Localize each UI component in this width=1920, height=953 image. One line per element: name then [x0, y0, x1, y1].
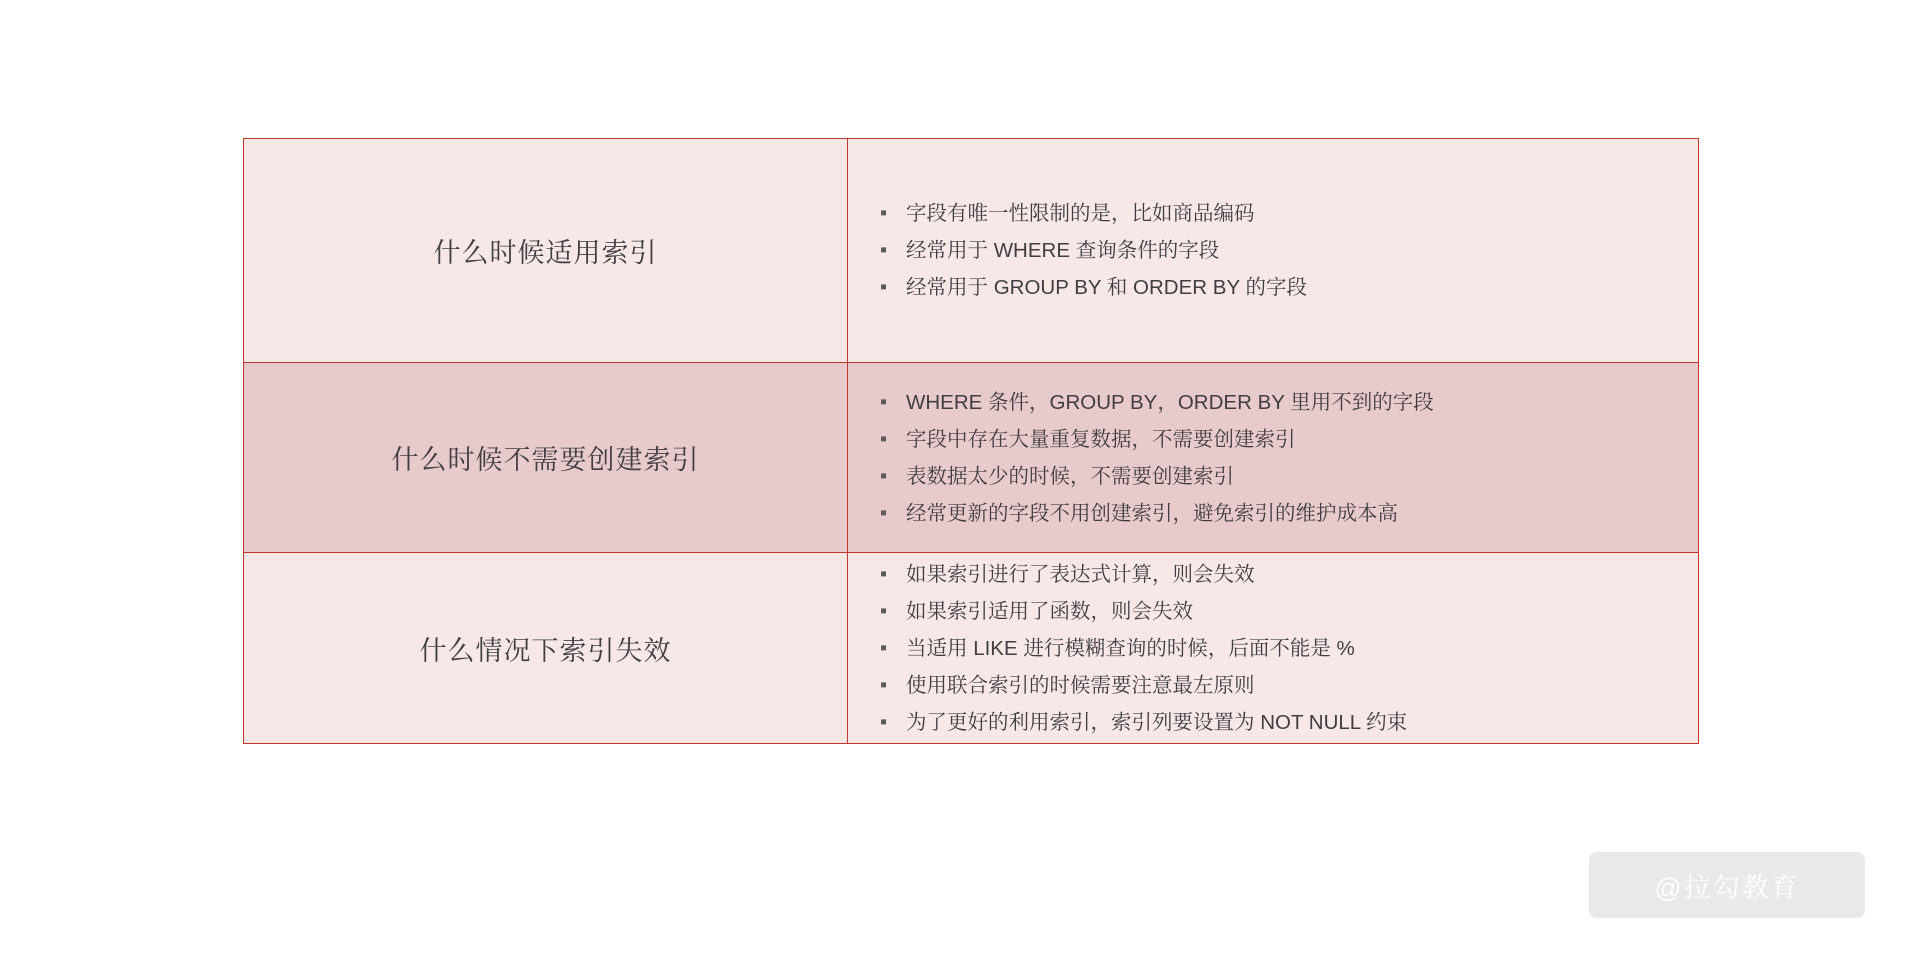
bullet-dot-icon: ▪ — [880, 501, 888, 524]
row-title-cell — [244, 553, 848, 743]
list-item-text: 使用联合索引的时候需要注意最左原则 — [906, 673, 1255, 697]
list-item — [876, 232, 1672, 269]
list-item — [876, 704, 1672, 741]
watermark-badge — [1589, 852, 1865, 918]
list-item — [876, 667, 1672, 704]
row-title-cell — [244, 363, 848, 552]
index-usage-table — [243, 138, 1699, 744]
bullet-dot-icon: ▪ — [880, 464, 888, 487]
table-row — [244, 139, 1698, 363]
bullet-dot-icon: ▪ — [880, 562, 888, 585]
list-item — [876, 593, 1672, 630]
list-item — [876, 269, 1672, 306]
list-item-text: 当适用 LIKE 进行模糊查询的时候，后面不能是 % — [906, 636, 1355, 660]
row-title: 什么时候不需要创建索引 — [391, 445, 700, 475]
list-item — [876, 458, 1672, 495]
bullet-dot-icon: ▪ — [880, 202, 888, 224]
row-content-cell — [848, 553, 1698, 743]
list-item-text: 如果索引进行了表达式计算，则会失效 — [906, 562, 1255, 586]
list-item — [876, 195, 1672, 232]
bullet-dot-icon: ▪ — [880, 636, 888, 659]
list-item — [876, 630, 1672, 667]
bullet-dot-icon: ▪ — [880, 390, 888, 413]
list-item-text: 经常更新的字段不用创建索引，避免索引的维护成本高 — [906, 501, 1398, 525]
list-item — [876, 421, 1672, 458]
bullet-list — [876, 384, 1672, 532]
row-title: 什么时候适用索引 — [433, 238, 658, 268]
row-title: 什么情况下索引失效 — [419, 635, 672, 666]
list-item-text: 如果索引适用了函数，则会失效 — [906, 599, 1193, 623]
list-item — [876, 384, 1672, 421]
list-item-text: 字段有唯一性限制的是，比如商品编码 — [906, 202, 1255, 225]
row-content-cell — [848, 139, 1698, 362]
bullet-dot-icon: ▪ — [880, 710, 888, 733]
list-item-text: 字段中存在大量重复数据，不需要创建索引 — [906, 427, 1296, 451]
bullet-dot-icon: ▪ — [880, 276, 888, 298]
list-item-text: 表数据太少的时候，不需要创建索引 — [906, 464, 1234, 488]
bullet-dot-icon: ▪ — [880, 599, 888, 622]
list-item-text: 经常用于 WHERE 查询条件的字段 — [906, 239, 1220, 262]
row-title-cell — [244, 139, 848, 362]
list-item-text: 经常用于 GROUP BY 和 ORDER BY 的字段 — [906, 276, 1307, 299]
bullet-list — [876, 556, 1672, 741]
list-item-text: WHERE 条件，GROUP BY，ORDER BY 里用不到的字段 — [906, 390, 1434, 414]
bullet-dot-icon: ▪ — [880, 427, 888, 450]
list-item — [876, 556, 1672, 593]
list-item — [876, 495, 1672, 532]
bullet-list — [876, 195, 1672, 306]
row-content-cell — [848, 363, 1698, 552]
list-item-text: 为了更好的利用索引，索引列要设置为 NOT NULL 约束 — [906, 710, 1408, 734]
table-row — [244, 553, 1698, 743]
watermark-label: @拉勾教育 — [1654, 872, 1800, 903]
bullet-dot-icon: ▪ — [880, 673, 888, 696]
bullet-dot-icon: ▪ — [880, 239, 888, 261]
table-row — [244, 363, 1698, 553]
